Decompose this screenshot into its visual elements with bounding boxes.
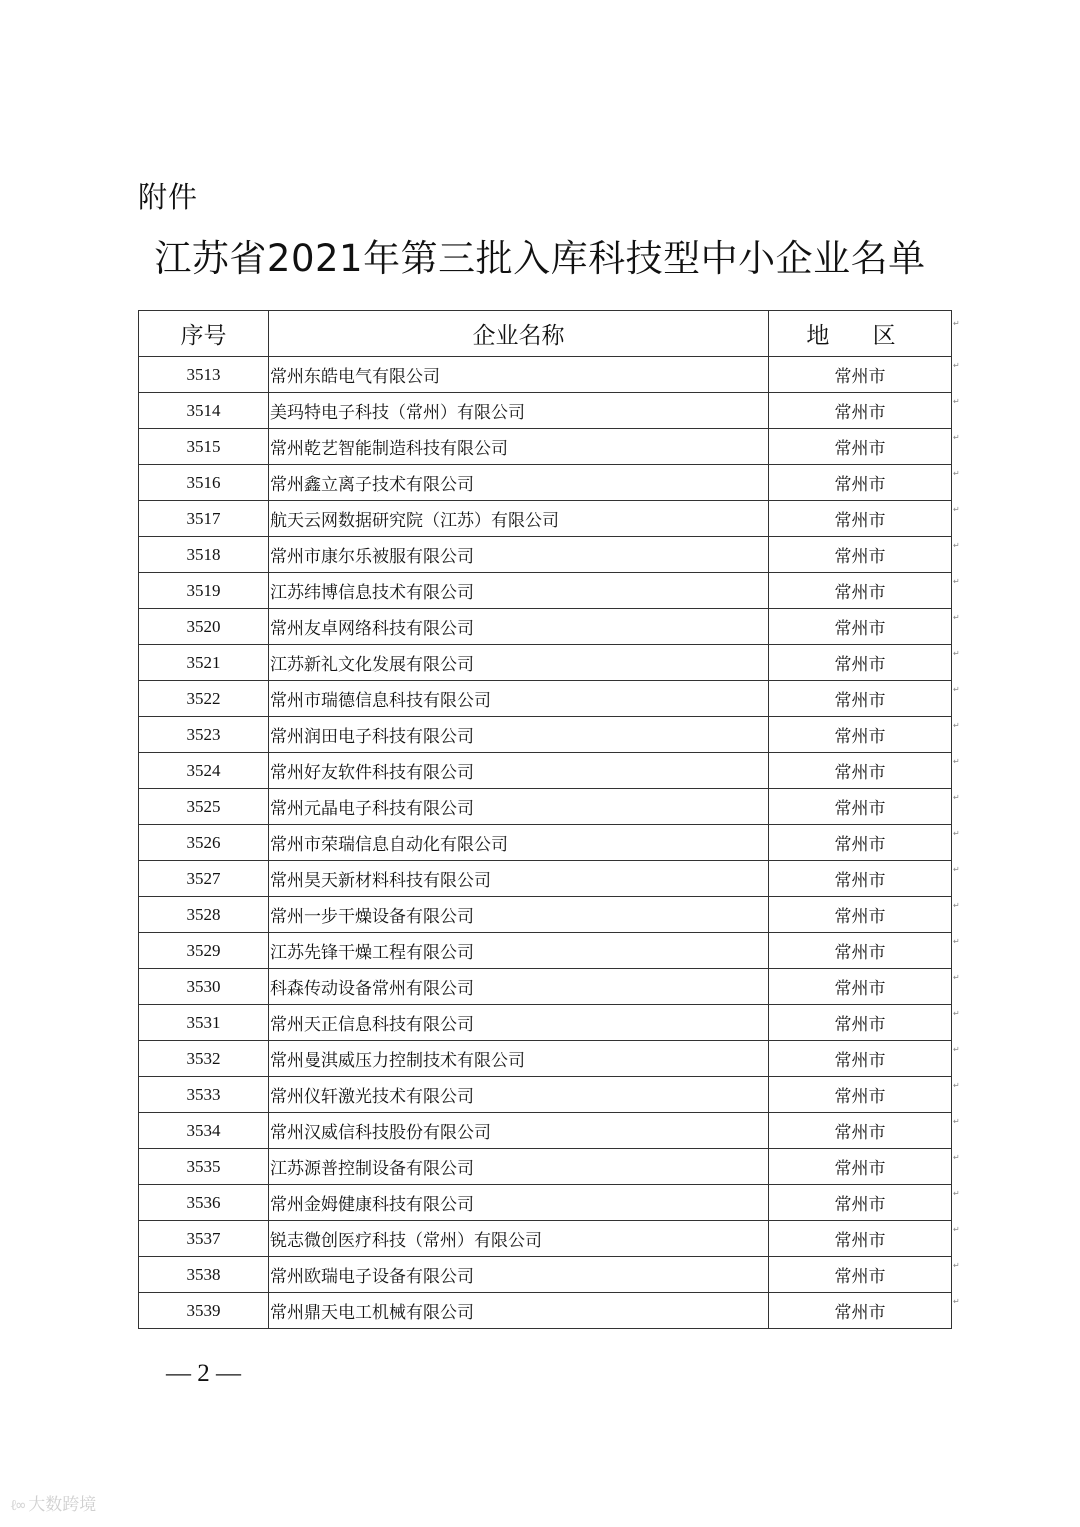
row-seq: 3517 — [139, 501, 269, 537]
row-company-name: 常州元晶电子科技有限公司 — [269, 789, 769, 825]
row-company-name: 常州汉威信科技股份有限公司 — [269, 1113, 769, 1149]
paragraph-mark-icon: ↵ — [953, 433, 960, 442]
row-region: 常州市 — [769, 1005, 952, 1041]
table-row — [139, 429, 952, 465]
paragraph-mark-icon: ↵ — [953, 721, 960, 730]
row-region: 常州市 — [769, 789, 952, 825]
table-row — [139, 861, 952, 897]
company-list-table — [138, 310, 952, 1329]
row-region: 常州市 — [769, 861, 952, 897]
row-region: 常州市 — [769, 1041, 952, 1077]
table-row — [139, 501, 952, 537]
paragraph-mark-icon: ↵ — [953, 397, 960, 406]
row-region: 常州市 — [769, 1257, 952, 1293]
attachment-label: 附件 — [138, 180, 199, 214]
row-seq: 3532 — [139, 1041, 269, 1077]
row-seq: 3514 — [139, 393, 269, 429]
row-company-name: 江苏纬博信息技术有限公司 — [269, 573, 769, 609]
row-company-name: 美玛特电子科技（常州）有限公司 — [269, 393, 769, 429]
row-company-name: 常州乾艺智能制造科技有限公司 — [269, 429, 769, 465]
row-seq: 3525 — [139, 789, 269, 825]
row-company-name: 常州金姆健康科技有限公司 — [269, 1185, 769, 1221]
row-company-name: 航天云网数据研究院（江苏）有限公司 — [269, 501, 769, 537]
row-company-name: 常州天正信息科技有限公司 — [269, 1005, 769, 1041]
row-region: 常州市 — [769, 681, 952, 717]
row-seq: 3515 — [139, 429, 269, 465]
row-region: 常州市 — [769, 573, 952, 609]
row-seq: 3520 — [139, 609, 269, 645]
table-row — [139, 537, 952, 573]
row-region: 常州市 — [769, 1149, 952, 1185]
table-header-row — [139, 311, 952, 357]
row-company-name: 江苏新礼文化发展有限公司 — [269, 645, 769, 681]
paragraph-mark-icon: ↵ — [953, 1297, 960, 1306]
row-seq: 3529 — [139, 933, 269, 969]
row-region: 常州市 — [769, 357, 952, 393]
row-seq: 3534 — [139, 1113, 269, 1149]
row-company-name: 常州一步干燥设备有限公司 — [269, 897, 769, 933]
table-row — [139, 681, 952, 717]
table-row — [139, 717, 952, 753]
table-row — [139, 897, 952, 933]
row-company-name: 常州润田电子科技有限公司 — [269, 717, 769, 753]
row-seq: 3536 — [139, 1185, 269, 1221]
row-company-name: 常州仪轩激光技术有限公司 — [269, 1077, 769, 1113]
page-number: — 2 — — [166, 1360, 241, 1387]
row-seq: 3539 — [139, 1293, 269, 1329]
row-seq: 3527 — [139, 861, 269, 897]
row-company-name: 常州市康尔乐被服有限公司 — [269, 537, 769, 573]
row-region: 常州市 — [769, 501, 952, 537]
row-region: 常州市 — [769, 753, 952, 789]
paragraph-mark-icon: ↵ — [953, 469, 960, 478]
row-company-name: 常州市瑞德信息科技有限公司 — [269, 681, 769, 717]
row-company-name: 常州友卓网络科技有限公司 — [269, 609, 769, 645]
paragraph-mark-icon: ↵ — [953, 649, 960, 658]
table-row — [139, 393, 952, 429]
table-row — [139, 933, 952, 969]
header-seq: 序号 — [139, 311, 269, 357]
row-region: 常州市 — [769, 609, 952, 645]
paragraph-mark-icon: ↵ — [953, 1189, 960, 1198]
paragraph-mark-icon: ↵ — [953, 973, 960, 982]
table-body — [139, 357, 952, 1329]
table-row — [139, 1293, 952, 1329]
row-seq: 3521 — [139, 645, 269, 681]
row-region: 常州市 — [769, 969, 952, 1005]
paragraph-mark-icon: ↵ — [953, 505, 960, 514]
table-row — [139, 1005, 952, 1041]
document-title: 江苏省2021年第三批入库科技型中小企业名单 — [154, 237, 926, 280]
paragraph-mark-icon: ↵ — [953, 1081, 960, 1090]
watermark — [10, 1492, 96, 1518]
paragraph-mark-icon: ↵ — [953, 901, 960, 910]
row-region: 常州市 — [769, 1293, 952, 1329]
table-row — [139, 645, 952, 681]
watermark-text: 大数跨境 — [28, 1495, 97, 1515]
row-seq: 3538 — [139, 1257, 269, 1293]
paragraph-mark-icon: ↵ — [953, 541, 960, 550]
row-seq: 3530 — [139, 969, 269, 1005]
row-seq: 3518 — [139, 537, 269, 573]
table-row — [139, 969, 952, 1005]
row-company-name: 常州欧瑞电子设备有限公司 — [269, 1257, 769, 1293]
row-region: 常州市 — [769, 825, 952, 861]
paragraph-mark-icon: ↵ — [953, 937, 960, 946]
row-region: 常州市 — [769, 393, 952, 429]
paragraph-mark-icon: ↵ — [953, 1225, 960, 1234]
row-region: 常州市 — [769, 717, 952, 753]
row-company-name: 常州鼎天电工机械有限公司 — [269, 1293, 769, 1329]
paragraph-mark-icon: ↵ — [953, 793, 960, 802]
paragraph-mark-icon: ↵ — [953, 319, 960, 328]
row-region: 常州市 — [769, 645, 952, 681]
paragraph-mark-icon: ↵ — [953, 1045, 960, 1054]
table-row — [139, 1149, 952, 1185]
paragraph-mark-icon: ↵ — [953, 613, 960, 622]
table-row — [139, 1185, 952, 1221]
table-row — [139, 573, 952, 609]
row-seq: 3524 — [139, 753, 269, 789]
paragraph-mark-icon: ↵ — [953, 865, 960, 874]
paragraph-mark-icon: ↵ — [953, 1261, 960, 1270]
row-seq: 3526 — [139, 825, 269, 861]
table-row — [139, 609, 952, 645]
paragraph-mark-icon: ↵ — [953, 685, 960, 694]
row-seq: 3516 — [139, 465, 269, 501]
row-seq: 3537 — [139, 1221, 269, 1257]
paragraph-mark-icon: ↵ — [953, 1009, 960, 1018]
header-region: 地 区 — [769, 311, 952, 357]
row-region: 常州市 — [769, 1113, 952, 1149]
row-company-name: 江苏先锋干燥工程有限公司 — [269, 933, 769, 969]
table-row — [139, 1041, 952, 1077]
row-company-name: 锐志微创医疗科技（常州）有限公司 — [269, 1221, 769, 1257]
row-region: 常州市 — [769, 465, 952, 501]
row-company-name: 江苏源普控制设备有限公司 — [269, 1149, 769, 1185]
row-seq: 3533 — [139, 1077, 269, 1113]
watermark-logo-icon: ℓ∞ — [10, 1496, 25, 1514]
row-seq: 3513 — [139, 357, 269, 393]
table-row — [139, 357, 952, 393]
row-seq: 3528 — [139, 897, 269, 933]
row-region: 常州市 — [769, 537, 952, 573]
paragraph-marks — [953, 310, 961, 1327]
row-seq: 3523 — [139, 717, 269, 753]
row-seq: 3519 — [139, 573, 269, 609]
paragraph-mark-icon: ↵ — [953, 1153, 960, 1162]
table-row — [139, 1113, 952, 1149]
table-row — [139, 789, 952, 825]
row-region: 常州市 — [769, 429, 952, 465]
row-company-name: 常州鑫立离子技术有限公司 — [269, 465, 769, 501]
table-row — [139, 1077, 952, 1113]
table-row — [139, 825, 952, 861]
row-seq: 3522 — [139, 681, 269, 717]
table-row — [139, 1221, 952, 1257]
table-row — [139, 465, 952, 501]
row-region: 常州市 — [769, 1185, 952, 1221]
row-company-name: 常州东皓电气有限公司 — [269, 357, 769, 393]
paragraph-mark-icon: ↵ — [953, 829, 960, 838]
row-company-name: 常州昊天新材料科技有限公司 — [269, 861, 769, 897]
paragraph-mark-icon: ↵ — [953, 361, 960, 370]
paragraph-mark-icon: ↵ — [953, 1117, 960, 1126]
paragraph-mark-icon: ↵ — [953, 577, 960, 586]
row-company-name: 常州市荣瑞信息自动化有限公司 — [269, 825, 769, 861]
row-region: 常州市 — [769, 897, 952, 933]
paragraph-mark-icon: ↵ — [953, 757, 960, 766]
row-company-name: 常州曼淇威压力控制技术有限公司 — [269, 1041, 769, 1077]
header-company-name: 企业名称 — [269, 311, 769, 357]
row-seq: 3535 — [139, 1149, 269, 1185]
table-row — [139, 1257, 952, 1293]
row-company-name: 科森传动设备常州有限公司 — [269, 969, 769, 1005]
table-row — [139, 753, 952, 789]
row-region: 常州市 — [769, 933, 952, 969]
row-seq: 3531 — [139, 1005, 269, 1041]
row-region: 常州市 — [769, 1077, 952, 1113]
row-company-name: 常州好友软件科技有限公司 — [269, 753, 769, 789]
row-region: 常州市 — [769, 1221, 952, 1257]
